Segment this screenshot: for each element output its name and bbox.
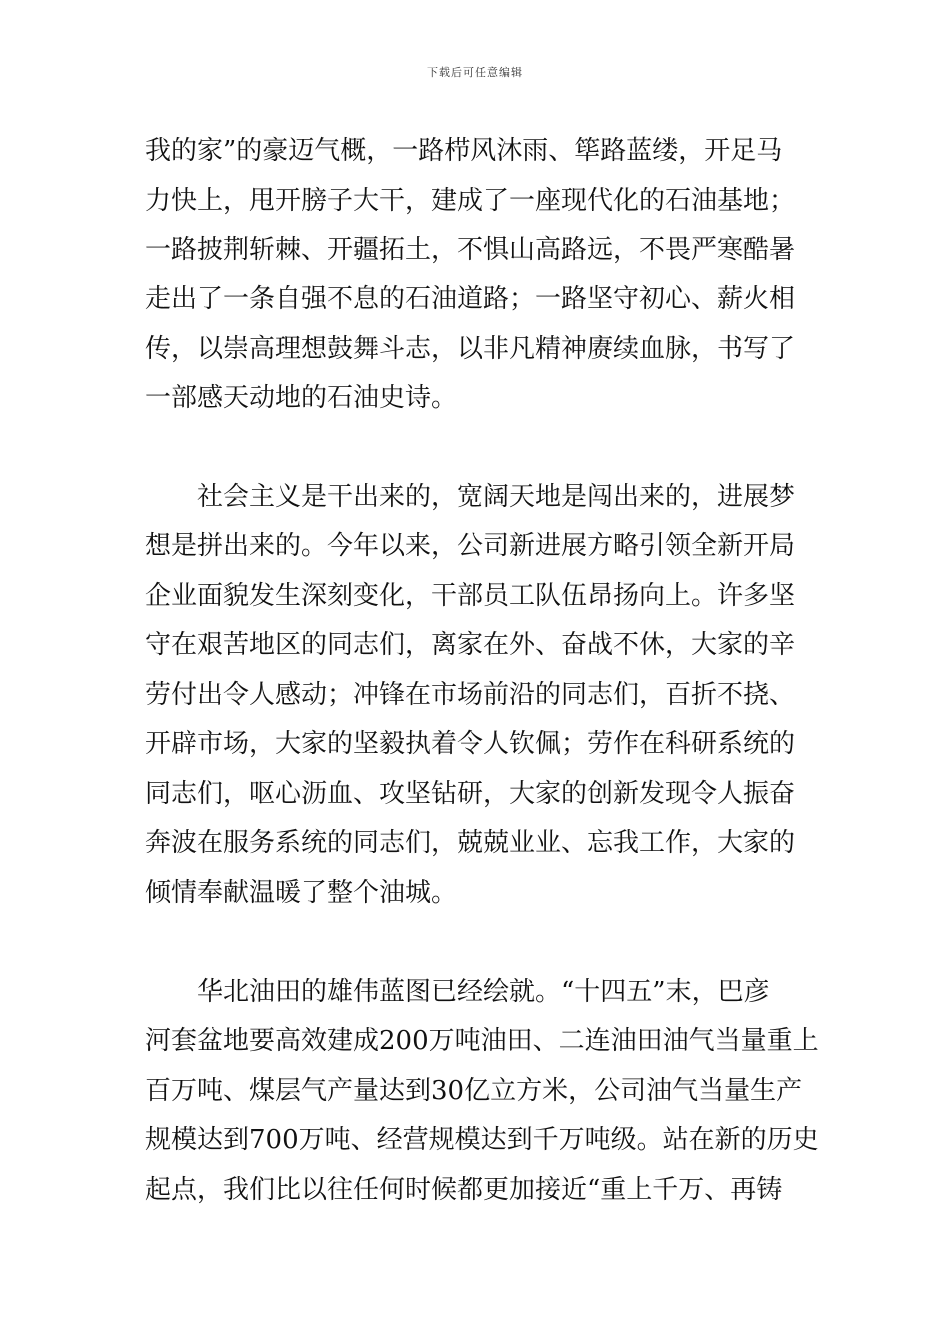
- paragraph-2-line-9: 倾情奉献温暖了整个油城。: [145, 878, 458, 908]
- paragraph-1-line-3: 一路披荆斩棘、开疆拓土，不惧山高路远，不畏严寒酷暑: [145, 235, 796, 265]
- paragraph-2-line-8: 奔波在服务系统的同志们，兢兢业业、忘我工作，大家的: [145, 828, 796, 858]
- page-header: 下载后可任意编辑: [427, 66, 523, 79]
- paragraph-3-line-1: 华北油田的雄伟蓝图已经绘就。“十四五”末，巴彦: [197, 977, 770, 1007]
- paragraph-1-line-1: 我的家”的豪迈气概，一路栉风沐雨、筚路蓝缕，开足马: [145, 136, 783, 166]
- paragraph-2-line-7: 同志们，呕心沥血、攻坚钻研，大家的创新发现令人振奋: [145, 779, 796, 809]
- paragraph-1-line-6: 一部感天动地的石油史诗。: [145, 383, 458, 413]
- paragraph-2-line-4: 守在艰苦地区的同志们，离家在外、奋战不休，大家的辛: [145, 630, 796, 660]
- paragraph-1-line-2: 力快上，甩开膀子大干，建成了一座现代化的石油基地；: [145, 186, 796, 216]
- paragraph-1-line-4: 走出了一条自强不息的石油道路；一路坚守初心、薪火相: [145, 284, 796, 314]
- paragraph-2-line-1: 社会主义是干出来的，宽阔天地是闯出来的，进展梦: [197, 482, 796, 512]
- paragraph-3-line-2: 河套盆地要高效建成200万吨油田、二连油田油气当量重上: [145, 1026, 819, 1056]
- paragraph-3-line-3: 百万吨、煤层气产量达到30亿立方米，公司油气当量生产: [145, 1076, 803, 1106]
- paragraph-3-line-4: 规模达到700万吨、经营规模达到千万吨级。站在新的历史: [145, 1125, 819, 1155]
- paragraph-2-line-3: 企业面貌发生深刻变化，干部员工队伍昂扬向上。许多坚: [145, 581, 796, 611]
- paragraph-2-line-5: 劳付出令人感动；冲锋在市场前沿的同志们，百折不挠、: [145, 680, 796, 710]
- paragraph-2-line-6: 开辟市场，大家的坚毅执着令人钦佩；劳作在科研系统的: [145, 729, 796, 759]
- paragraph-1-line-5: 传，以崇高理想鼓舞斗志，以非凡精神赓续血脉，书写了: [145, 334, 796, 364]
- paragraph-3-line-5: 起点，我们比以往任何时候都更加接近“重上千万、再铸: [145, 1175, 783, 1205]
- paragraph-2-line-2: 想是拼出来的。今年以来，公司新进展方略引领全新开局: [145, 531, 796, 561]
